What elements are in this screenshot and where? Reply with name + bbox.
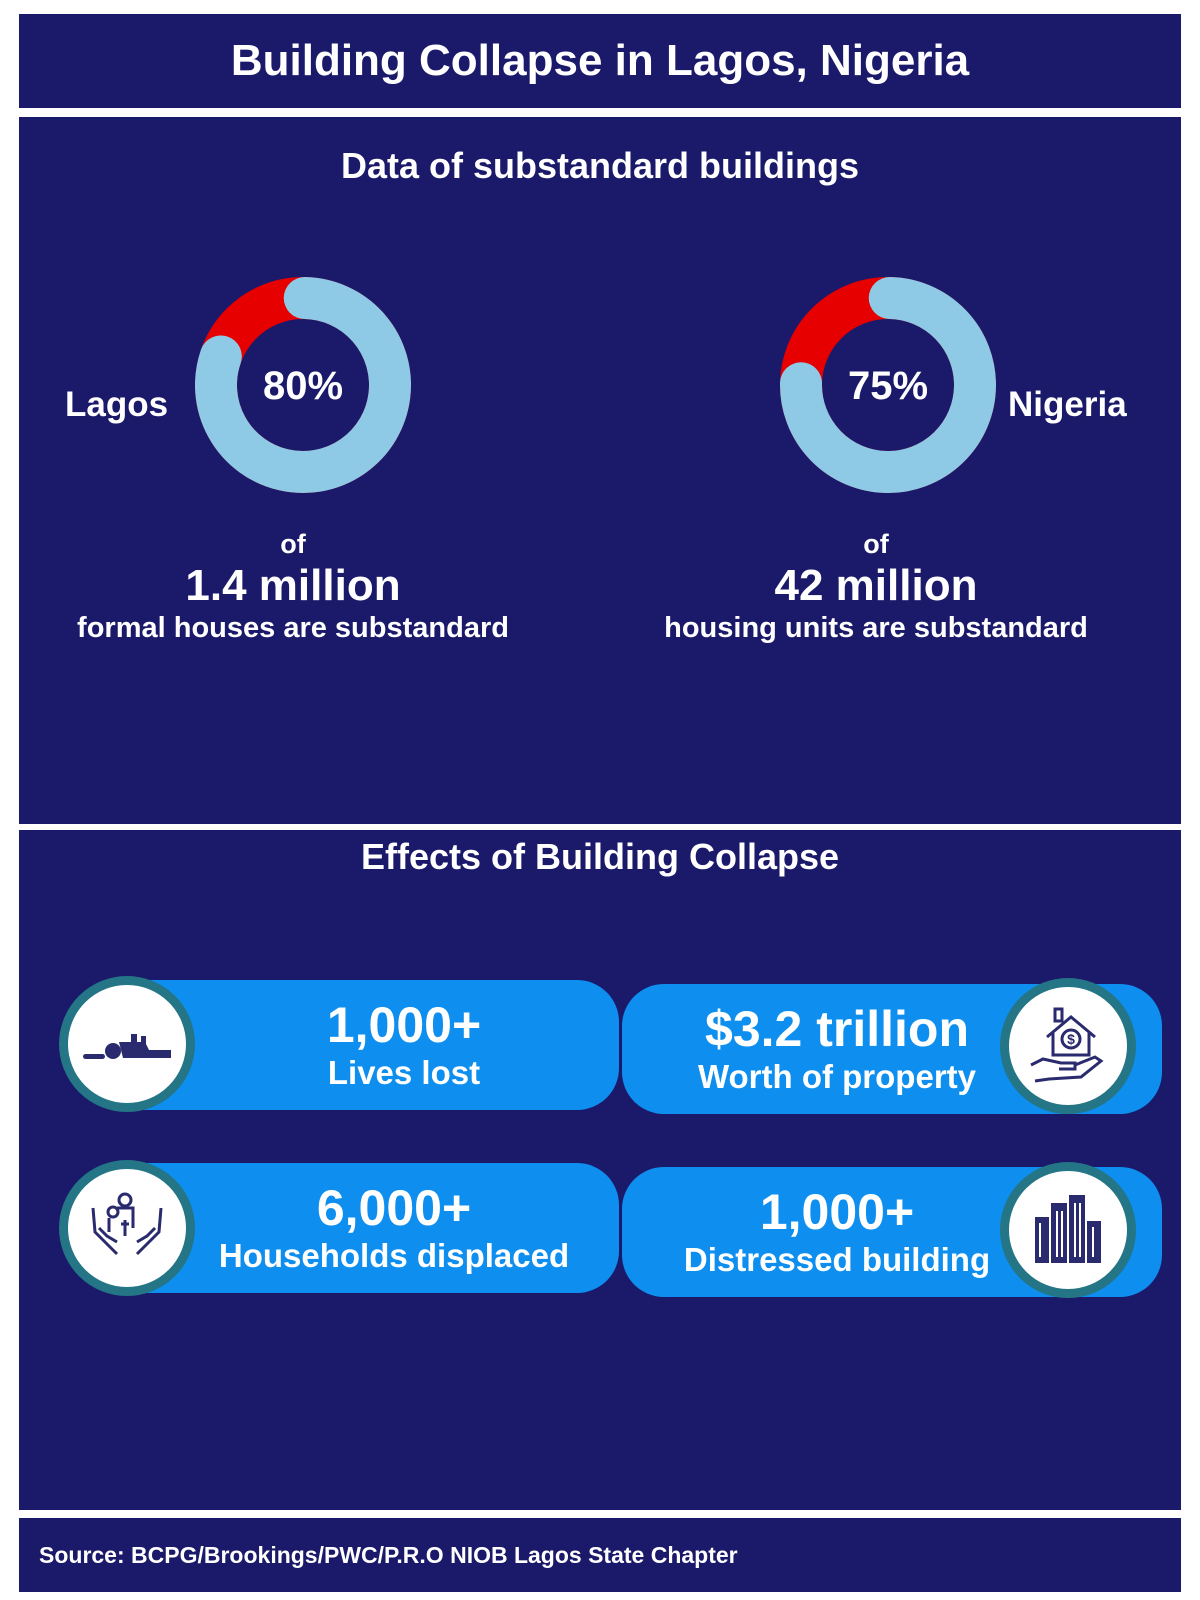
effects-section	[19, 830, 1181, 1510]
effect-value: 1,000+	[759, 1184, 915, 1240]
region-label-lagos: Lagos	[65, 385, 169, 424]
effect-label: Households displaced	[218, 1237, 570, 1274]
donut-percent-label: 80%	[262, 364, 344, 408]
effects-section-title: Effects of Building Collapse	[360, 836, 840, 877]
svg-text:$: $	[1067, 1031, 1075, 1047]
house-in-hand-dollar-icon	[1000, 978, 1136, 1114]
effect-value: 6,000+	[316, 1180, 472, 1236]
source-citation: Source: BCPG/Brookings/PWC/P.R.O NIOB Lagos State Chapter	[39, 1542, 738, 1568]
fallen-person-icon	[59, 976, 195, 1112]
stat-lagos	[23, 529, 563, 645]
source-footer	[19, 1518, 1181, 1592]
donut-percent-label: 75%	[847, 364, 929, 408]
effect-label: Worth of property	[697, 1058, 977, 1095]
stat-of-label: of	[280, 529, 306, 559]
title-banner	[19, 14, 1181, 108]
effect-label: Distressed building	[683, 1241, 991, 1278]
page-title: Building Collapse in Lagos, Nigeria	[230, 36, 970, 85]
city-buildings-icon	[1000, 1162, 1136, 1298]
stat-total: 1.4 million	[185, 561, 401, 610]
effect-value: $3.2 trillion	[705, 1001, 969, 1057]
stat-total: 42 million	[774, 561, 978, 610]
stats-section-title: Data of substandard buildings	[340, 145, 860, 186]
donut-chart-lagos	[193, 275, 413, 495]
donut-chart-nigeria	[778, 275, 998, 495]
stat-of-label: of	[863, 529, 889, 559]
substandard-data-section	[19, 117, 1181, 824]
stat-description: housing units are substandard	[664, 612, 1088, 644]
effect-label: Lives lost	[327, 1054, 481, 1091]
family-in-hands-icon	[59, 1160, 195, 1296]
stat-description: formal houses are substandard	[77, 612, 509, 644]
stat-nigeria	[606, 529, 1146, 645]
effect-value: 1,000+	[326, 997, 482, 1053]
region-label-nigeria: Nigeria	[1008, 385, 1127, 424]
